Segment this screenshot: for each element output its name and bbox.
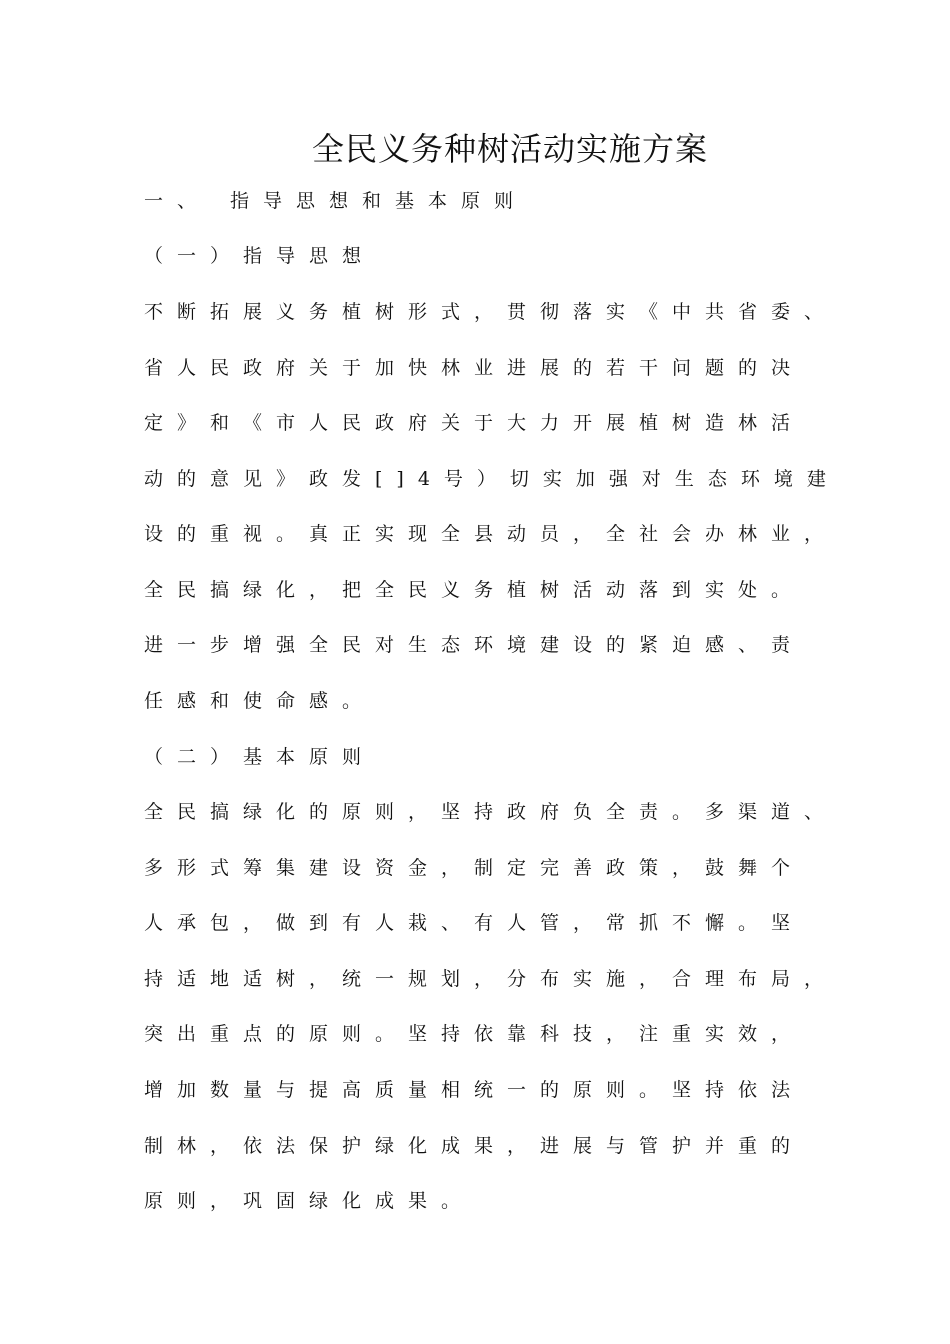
paragraph-line: 制林，依法保护绿化成果，进展与管护并重的 xyxy=(144,1135,805,1157)
paragraph-line: 动的意见》政发[]4号）切实加强对生态环境建 xyxy=(144,468,840,490)
paragraph-line: 突出重点的原则。坚持依靠科技，注重实效， xyxy=(144,1023,805,1045)
subsection-heading-1: （一）指导思想 xyxy=(144,245,376,267)
paragraph-line: 持适地适树，统一规划，分布实施，合理布局， xyxy=(144,968,838,990)
paragraph-line: 增加数量与提高质量相统一的原则。坚持依法 xyxy=(144,1079,805,1101)
paragraph-line: 任感和使命感。 xyxy=(144,690,376,712)
paragraph-line: 全民搞绿化，把全民义务植树活动落到实处。 xyxy=(144,579,805,601)
paragraph-line: 全民搞绿化的原则，坚持政府负全责。多渠道、 xyxy=(144,801,838,823)
paragraph-line: 原则，巩固绿化成果。 xyxy=(144,1190,475,1212)
paragraph-line: 不断拓展义务植树形式，贯彻落实《中共省委、 xyxy=(144,301,838,323)
paragraph-line: 定》和《市人民政府关于大力开展植树造林活 xyxy=(144,412,805,434)
paragraph-line: 进一步增强全民对生态环境建设的紧迫感、责 xyxy=(144,634,805,656)
section-heading-1: 一、 指导思想和基本原则 xyxy=(144,190,528,212)
subsection-heading-2: （二）基本原则 xyxy=(144,746,376,768)
paragraph-line: 多形式筹集建设资金，制定完善政策，鼓舞个 xyxy=(144,857,805,879)
paragraph-line: 人承包，做到有人栽、有人管，常抓不懈。坚 xyxy=(144,912,805,934)
paragraph-line: 省人民政府关于加快林业进展的若干问题的决 xyxy=(144,357,805,379)
paragraph-line: 设的重视。真正实现全县动员，全社会办林业， xyxy=(144,523,838,545)
document-title: 全民义务种树活动实施方案 xyxy=(311,130,708,168)
